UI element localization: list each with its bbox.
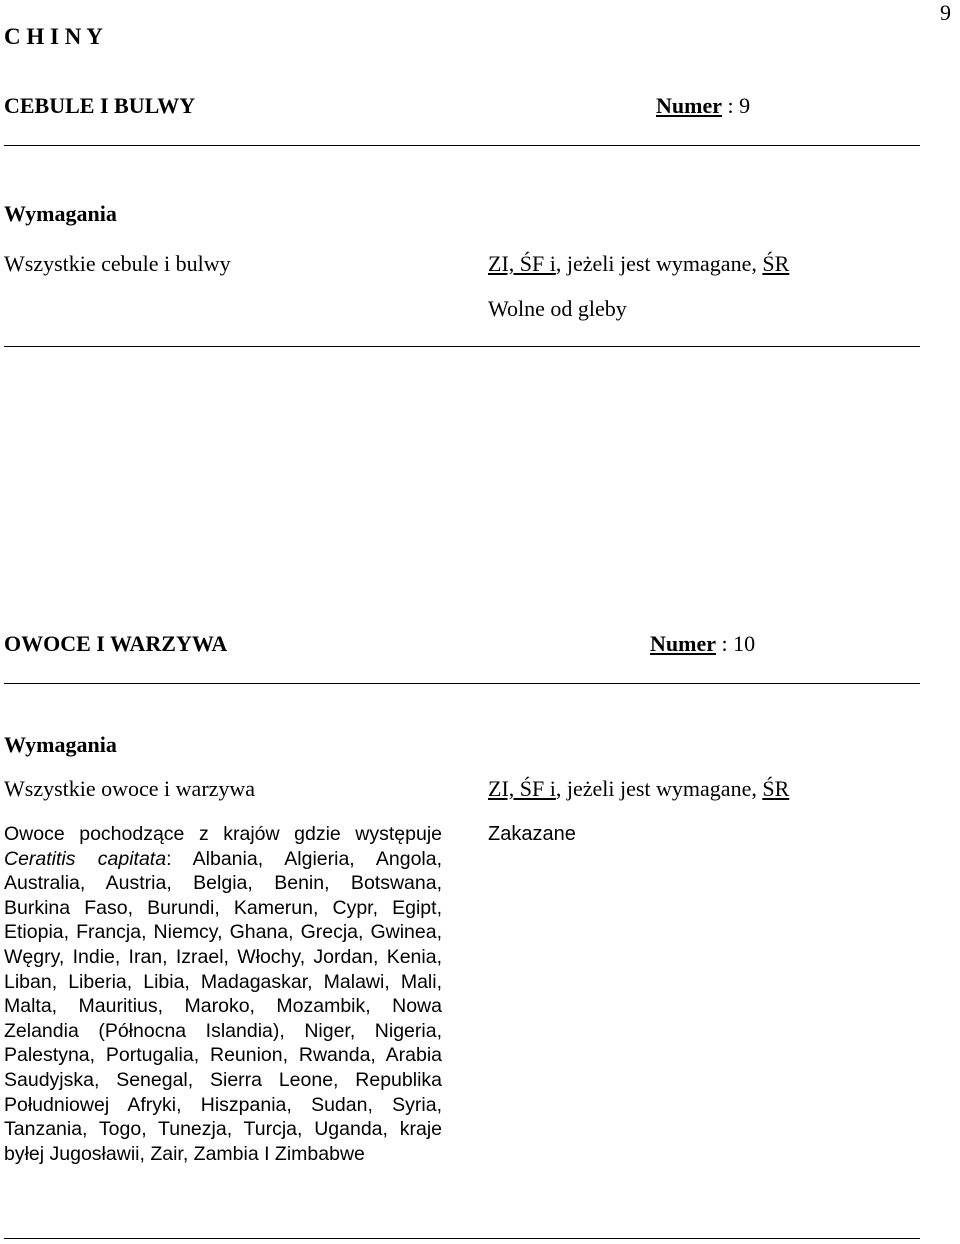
paragraph-prefix: Owoce pochodzące z krajów gdzie występuje (4, 823, 442, 845)
section-title-fruits: OWOCE I WARZYWA (4, 631, 228, 656)
requirement-code: ZI, ŚF i (488, 251, 556, 276)
requirement-text (488, 251, 789, 277)
requirements-heading: Wymagania (4, 732, 117, 757)
requirement-code-2: ŚR (762, 776, 790, 801)
divider (4, 346, 920, 347)
page-number: 9 (940, 0, 951, 25)
numer-value: 10 (733, 631, 756, 656)
commodity-label: Wszystkie cebule i bulwy (4, 251, 231, 276)
numer-label: Numer (656, 93, 722, 118)
requirement-status: Zakazane (488, 823, 576, 845)
requirement-code-2: ŚR (762, 251, 790, 276)
requirement-code: ZI, ŚF i (488, 776, 556, 801)
divider (4, 1238, 920, 1239)
numer-label: Numer (650, 631, 716, 656)
country-list: : Albania, Algieria, Angola, Australia, Austria, Belgia, Benin, Botswana, Burkina Faso, Burundi, Kamerun, Cypr, Egipt, Etiopia, Francja, Niemcy, Ghana, Grecja, Gwinea, Węgry, Indie, Iran, Izrael, Włochy, Jordan, Kenia, Liban, Liberia, Libia, Madagaskar, Malawi, Mali, Malta, Mauritius, Maroko, Mozambik, Nowa Zelandia (Północna Islandia), Niger, Nigeria, Palestyna, Portugalia, Reunion, Rwanda, Arabia Saudyjska, Senegal, Sierra Leone, Republika Południowej Afryki, Hiszpania, Sudan, Syria, Tanzania, Togo, Tunezja, Turcja, Uganda, kraje byłej Jugosławii, Zair, Zambia I Zimbabwe (4, 847, 443, 1165)
divider (4, 683, 920, 684)
divider (4, 145, 920, 146)
section-number-fruits (650, 631, 755, 657)
species-name: Ceratitis capitata (4, 847, 167, 870)
requirement-middle: , jeżeli jest wymagane, (555, 251, 763, 276)
requirement-text (488, 776, 789, 802)
section-number-bulbs (656, 93, 750, 119)
commodity-label: Wszystkie owoce i warzywa (4, 776, 256, 801)
requirement-middle: , jeżeli jest wymagane, (555, 776, 763, 801)
requirement-line-2: Wolne od gleby (488, 296, 627, 321)
numer-separator: : (721, 93, 740, 118)
numer-separator: : (715, 631, 734, 656)
country-heading: C H I N Y (4, 24, 103, 49)
section-title-bulbs: CEBULE I BULWY (4, 93, 196, 118)
requirements-heading: Wymagania (4, 201, 117, 226)
numer-value: 9 (739, 93, 751, 118)
origin-countries-paragraph (4, 822, 442, 1166)
